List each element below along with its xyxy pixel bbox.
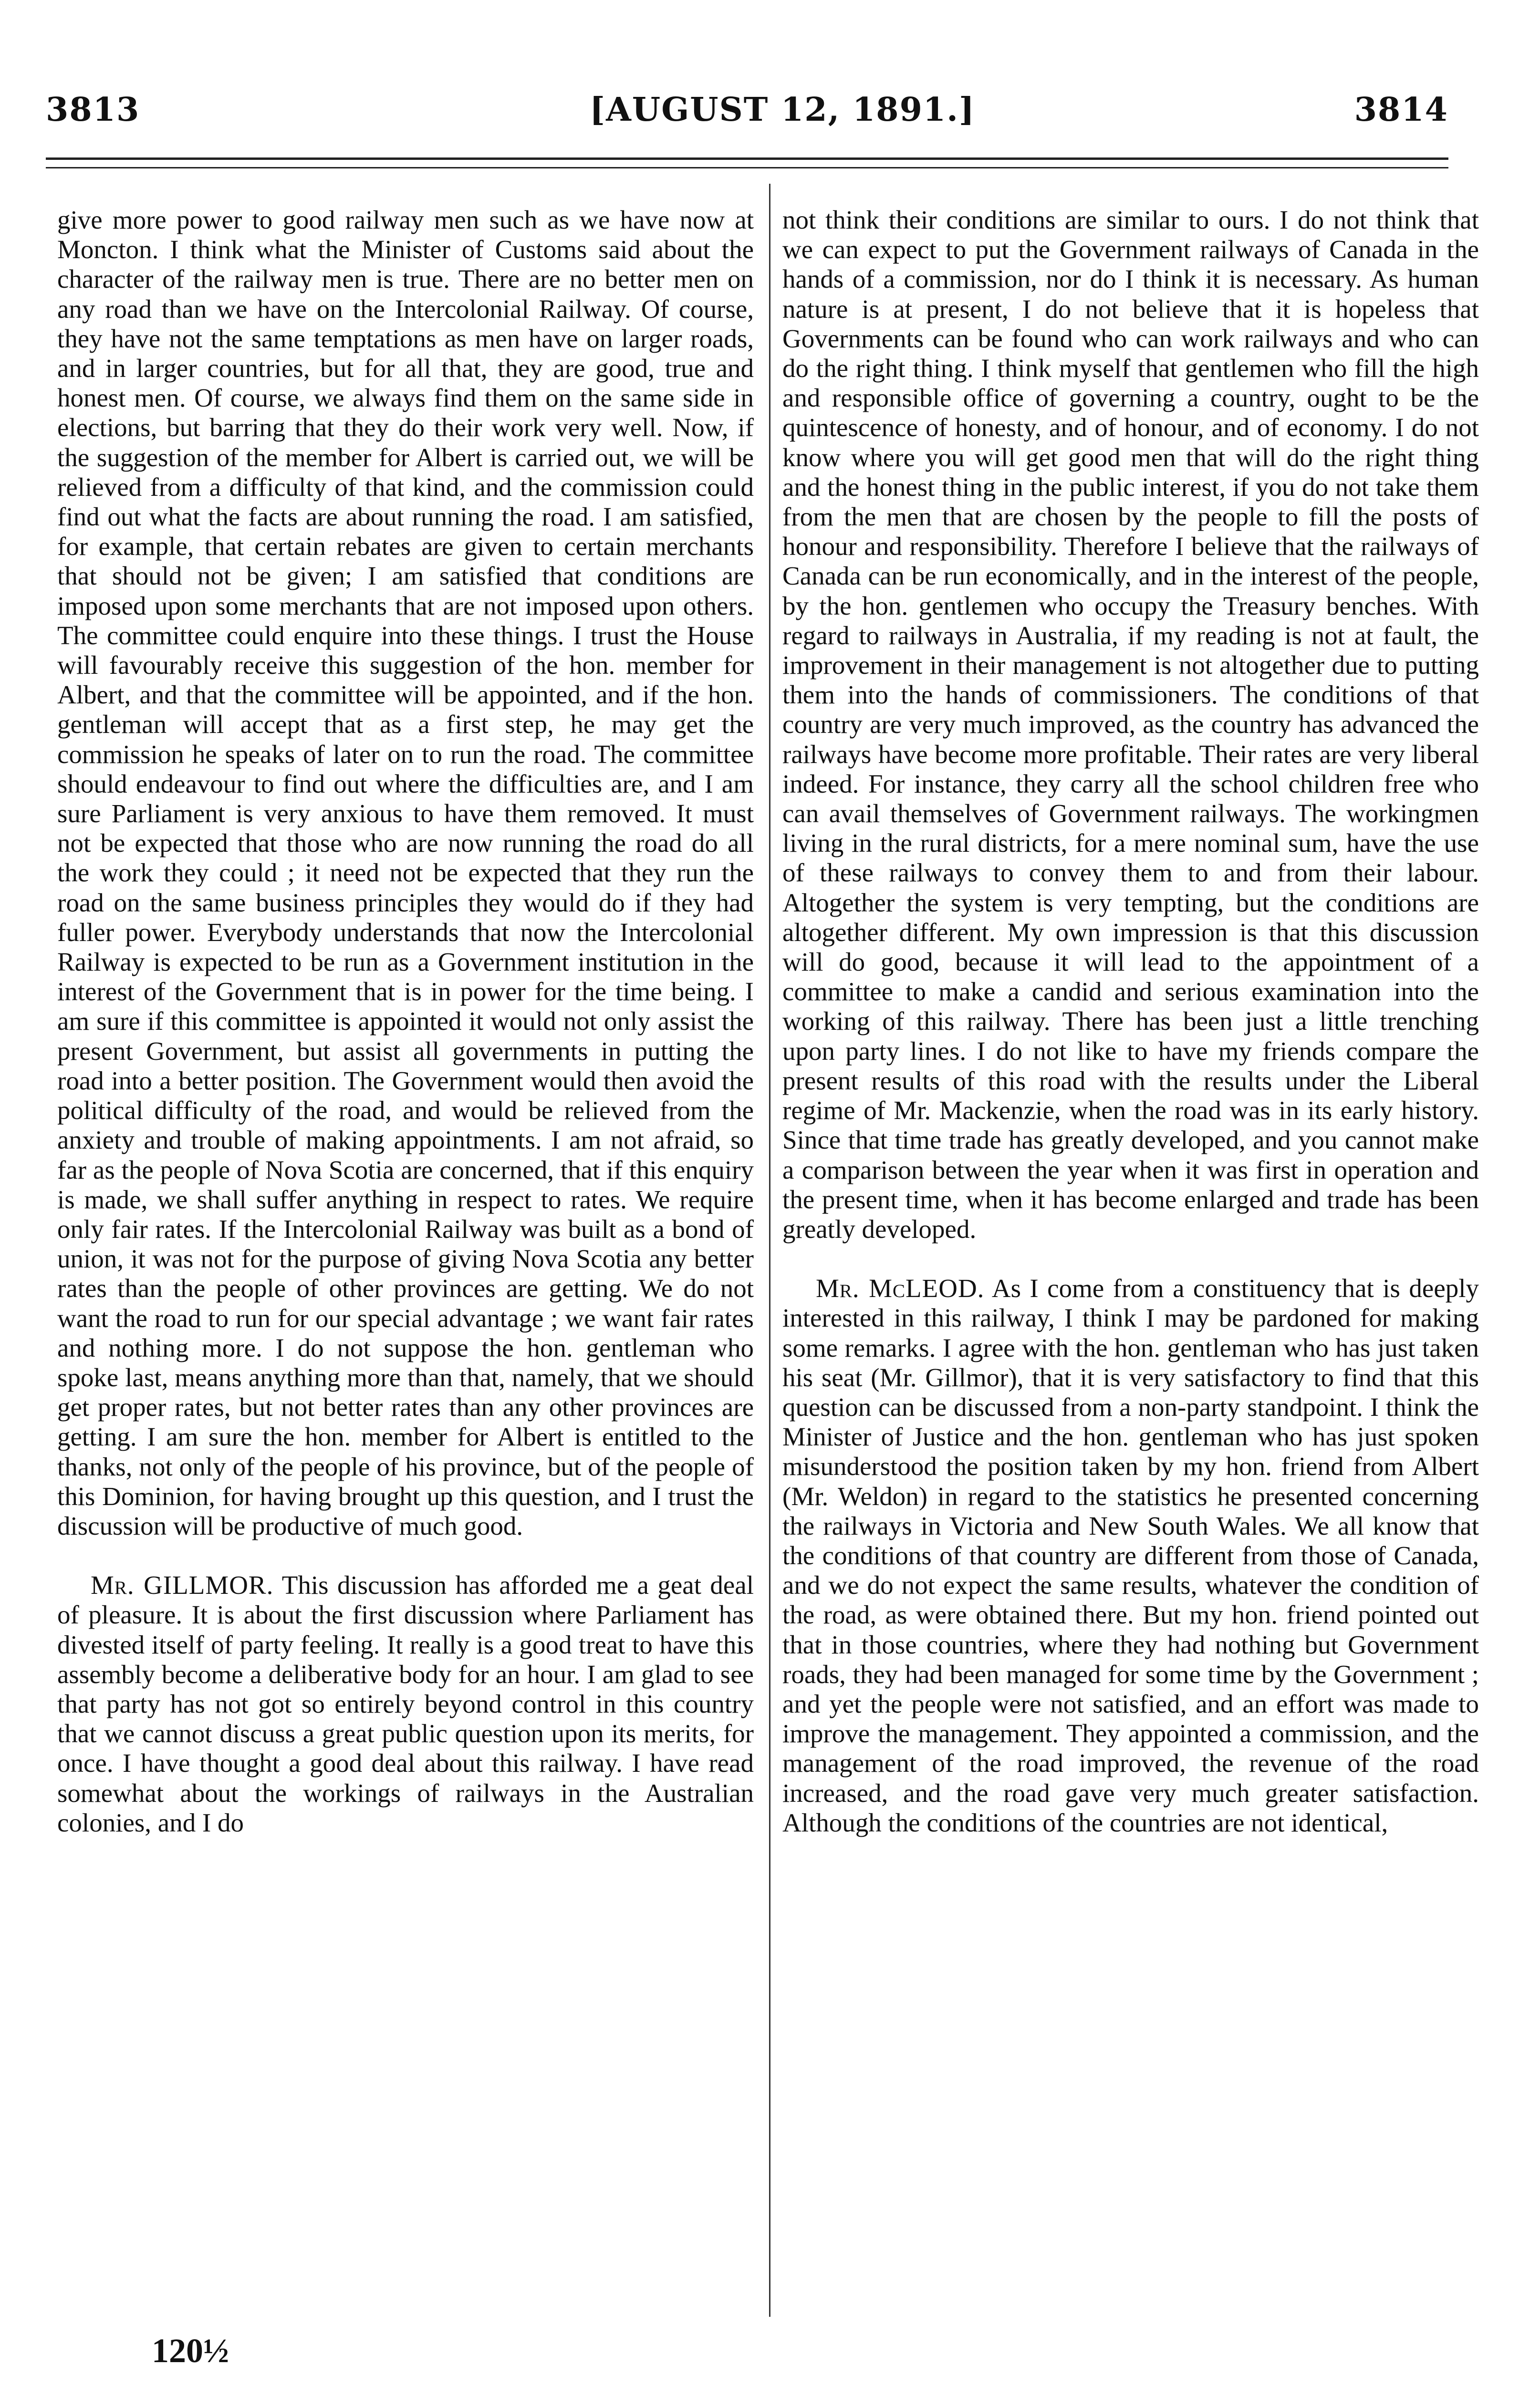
paragraph-gap xyxy=(782,1244,1479,1274)
page-number-right: 3814 xyxy=(1354,91,1448,129)
right-paragraph-2 xyxy=(782,1274,1479,1838)
paragraph-gap xyxy=(57,1541,754,1570)
column-divider xyxy=(769,184,770,2317)
speech-text: This discussion has afforded me a geat deal of pleasure. It is about the first discussion where Parliament has divested itself of party feeling. It really is a good treat to have this assembly become a deliberative body for an hour. I am glad to see that party has not got so entirely beyond control in this country that we cannot discuss a great public question upon its merits, for once. I have thought a good deal about this railway. I have read somewhat about the workings of railways in the Australian colonies, and I do xyxy=(57,1570,754,1837)
speaker-name: Mr. McLEOD. xyxy=(816,1274,985,1303)
page-date: [AUGUST 12, 1891.] xyxy=(590,91,976,129)
right-column xyxy=(782,205,1479,1838)
left-column xyxy=(57,205,754,1838)
header-rule-thin xyxy=(46,167,1448,168)
page-header xyxy=(46,91,1448,143)
folio-number: 120½ xyxy=(152,2332,229,2370)
right-paragraph-1: not think their conditions are similar to ours. I do not think that we can expect to put the Government railways of Canada in the hands of a commission, nor do I think it is necessary. As human nature is at present, I do not believe that it is hopeless that Governments can be found who can work railways and who can do the right thing. I think myself that gentlemen who fill the high and responsible office of governing a country, ought to be the quintescence of honesty, and of honour, and of economy. I do not know where you will get good men that will do the right thing and the honest thing in the public interest, if you do not take them from the men that are chosen by the people to fill the posts of honour and responsibility. Therefore I believe that the railways of Canada can be run economically, and in the interest of the people, by the hon. gentlemen who occupy the Treasury benches. With regard to railways in Australia, if my reading is not at fault, the improvement in their management is not altogether due to putting them into the hands of commissioners. The conditions of that country are very much improved, as the country has advanced the railways have become more profitable. Their rates are very liberal indeed. For instance, they carry all the school children free who can avail themselves of Government railways. The workingmen living in the rural districts, for a mere nominal sum, have the use of these railways to convey them to and from their labour. Altogether the system is very tempting, but the conditions are altogether different. My own impression is that this discussion will do good, because it will lead to the appointment of a committee to make a candid and serious examination into the working of this railway. There has been just a little trenching upon party lines. I do not like to have my friends compare the present results of this road with the results under the Liberal regime of Mr. Mackenzie, when the road was in its early history. Since that time trade has greatly developed, and you cannot make a comparison between the year when it was first in operation and the present time, when it has become enlarged and trade has been greatly developed. xyxy=(782,205,1479,1244)
speech-text: As I come from a constituency that is deeply interested in this railway, I think I may be pardoned for making some remarks. I agree with the hon. gentleman who has just taken his seat (Mr. Gillmor), that it is very satisfactory to find that this question can be discussed from a non-party standpoint. I think the Minister of Justice and the hon. gentleman who has just spoken misunderstood the position taken by my hon. friend from Albert (Mr. Weldon) in regard to the statistics he presented concerning the railways in Victoria and New South Wales. We all know that the conditions of that country are different from those of Canada, and we do not expect the same results, whatever the condition of the road, as were obtained there. But my hon. friend pointed out that in those countries, where they had nothing but Government roads, they had been managed for some time by the Government ; and yet the people were not satisfied, and an effort was made to improve the management. They appointed a commission, and the management of the road improved, the revenue of the road increased, and the road gave very much greater satisfaction. Although the conditions of the countries are not identical, xyxy=(782,1274,1479,1837)
page-number-left: 3813 xyxy=(46,91,140,129)
speaker-name: Mr. GILLMOR. xyxy=(91,1570,274,1600)
left-paragraph-1: give more power to good railway men such as we have now at Moncton. I think what the Minister of Customs said about the character of the railway men is true. There are no better men on any road than we have on the Intercolonial Railway. Of course, they have not the same temptations as men have on larger roads, and in larger countries, but for all that, they are good, true and honest men. Of course, we always find them on the same side in elections, but barring that they do their work very well. Now, if the suggestion of the member for Albert is carried out, we will be relieved from a difficulty of that kind, and the commission could find out what the facts are about running the road. I am satisfied, for example, that certain rebates are given to certain merchants that should not be given; I am satisfied that conditions are imposed upon some merchants that are not imposed upon others. The committee could enquire into these things. I trust the House will favourably receive this suggestion of the hon. member for Albert, and that the committee will be appointed, and if the hon. gentleman will accept that as a first step, he may get the commission he speaks of later on to run the road. The committee should endeavour to find out where the difficulties are, and I am sure Parliament is very anxious to have them removed. It must not be expected that those who are now running the road do all the work they could ; it need not be expected that they run the road on the same business principles they would do if they had fuller power. Everybody understands that now the Intercolonial Railway is expected to be run as a Government institution in the interest of the Government that is in power for the time being. I am sure if this committee is appointed it would not only assist the present Government, but assist all governments in putting the road into a better position. The Government would then avoid the political difficulty of the road, and would be relieved from the anxiety and trouble of making appointments. I am not afraid, so far as the people of Nova Scotia are concerned, that if this enquiry is made, we shall suffer anything in respect to rates. We require only fair rates. If the Intercolonial Railway was built as a bond of union, it was not for the purpose of giving Nova Scotia any better rates than the people of other provinces are getting. We do not want the road to run for our special advantage ; we want fair rates and nothing more. I do not suppose the hon. gentleman who spoke last, means anything more than that, namely, that we should get proper rates, but not better rates than any other provinces are getting. I am sure the hon. member for Albert is entitled to the thanks, not only of the people of his province, but of the people of this Dominion, for having brought up this question, and I trust the discussion will be productive of much good. xyxy=(57,205,754,1540)
header-rule-thick xyxy=(46,157,1448,160)
left-paragraph-2 xyxy=(57,1570,754,1838)
